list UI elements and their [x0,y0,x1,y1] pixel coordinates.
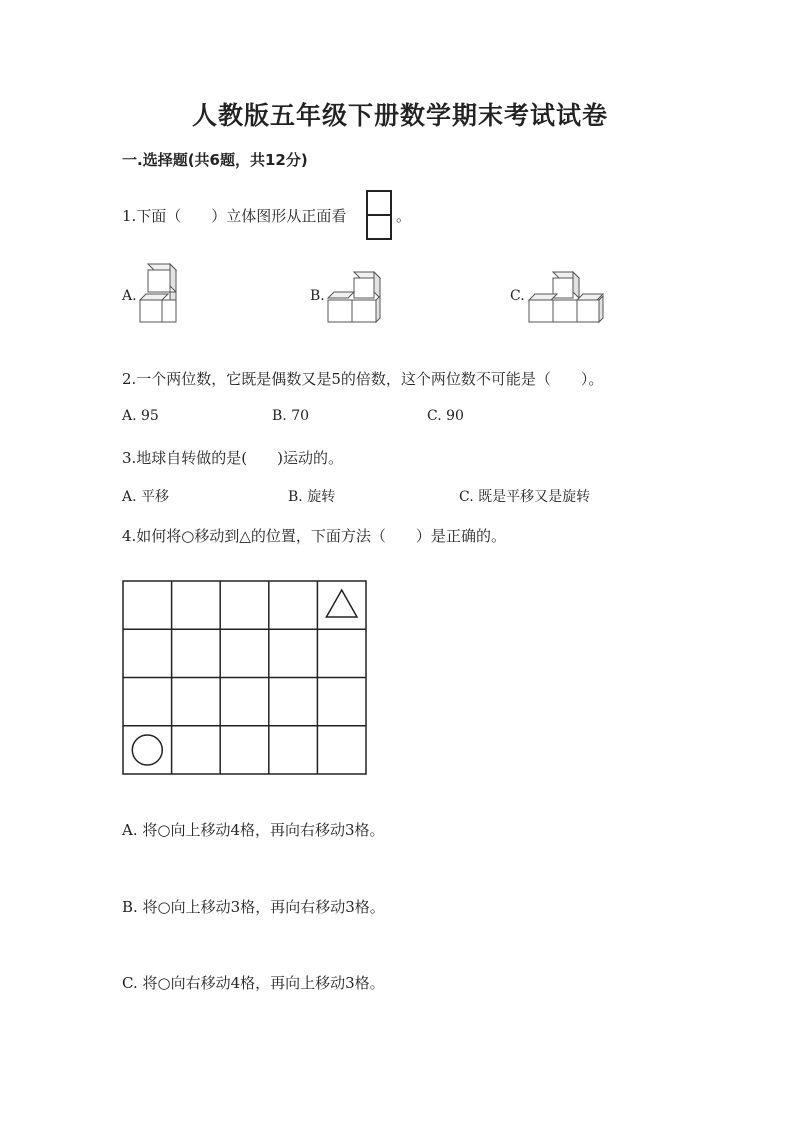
q2-option-c[interactable]: C. 90 [427,408,464,424]
q3-option-a[interactable]: A. 平移 [122,489,170,505]
question-1-text: 1.下面（ ）立体图形从正面看 [122,207,347,225]
q1-option-a-cubes [138,262,180,324]
question-3-text: 3.地球自转做的是( )运动的。 [122,449,344,467]
page-title: 人教版五年级下册数学期末考试试卷 [191,101,608,130]
q1-option-b-cubes [326,270,382,324]
movement-grid [122,580,367,775]
circle-shape [132,735,162,765]
q4-option-c[interactable]: C. 将○向右移动4格，再向上移动3格。 [122,974,385,992]
question-1-suffix: 。 [396,207,412,225]
q4-option-a[interactable]: A. 将○向上移动4格，再向右移动3格。 [122,821,385,839]
q1-option-a-label[interactable]: A. [122,288,137,304]
q2-option-a[interactable]: A. 95 [122,408,159,424]
question-2-text: 2.一个两位数，它既是偶数又是5的倍数，这个两位数不可能是（ ）。 [122,370,604,388]
question-4-text: 4.如何将○移动到△的位置，下面方法（ ）是正确的。 [122,527,506,545]
front-view-figure [366,190,392,242]
q1-option-b-label[interactable]: B. [310,288,325,304]
q2-option-b[interactable]: B. 70 [272,408,310,424]
section-heading: 一.选择题(共6题，共12分) [122,151,308,169]
q1-option-c-cubes [527,270,603,324]
triangle-shape [326,590,357,617]
q3-option-b[interactable]: B. 旋转 [288,489,336,505]
q3-option-c[interactable]: C. 既是平移又是旋转 [459,489,591,505]
q1-option-c-label[interactable]: C. [510,288,525,304]
q4-option-b[interactable]: B. 将○向上移动3格，再向右移动3格。 [122,898,385,916]
